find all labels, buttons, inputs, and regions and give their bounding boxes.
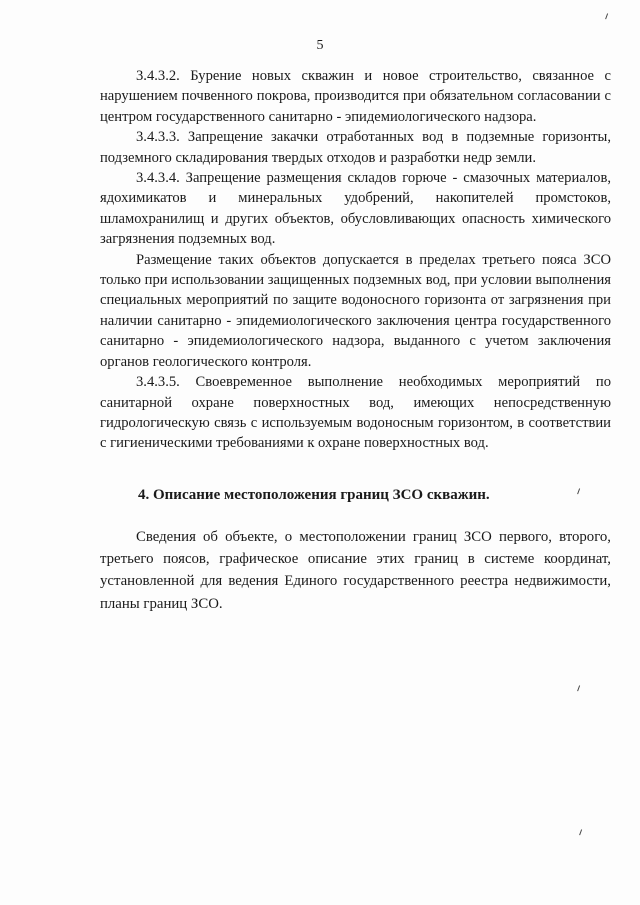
scan-speck [579, 829, 586, 836]
section-heading: 4. Описание местоположения границ ЗСО скважин. [138, 487, 490, 503]
paragraph-3-4-3-5: 3.4.3.5. Своевременное выполнение необходимых мероприятий по санитарной охране поверхностных вод, имеющих непосредственную гидрологическую связь с используемым водоносным горизонтом, в соответствии с гигиеническими требованиями к охране поверхностных вод. [100, 374, 611, 452]
paragraph-3-4-3-3: 3.4.3.3. Запрещение закачки отработанных вод в подземные горизонты, подземного складирования твердых отходов и разработки недр земли. [100, 129, 611, 166]
section-text [100, 526, 611, 615]
paragraph-3-4-3-4: 3.4.3.4. Запрещение размещения складов горюче - смазочных материалов, ядохимикатов и минеральных удобрений, накопителей промстоков, шламохранилищ и других объектов, обусловливающих опасность химического загрязнения подземных вод. [100, 170, 611, 248]
body-text [100, 66, 611, 454]
section-paragraph: Сведения об объекте, о местоположении границ ЗСО первого, второго, третьего поясов, графическое описание этих границ в системе координат, установленной для ведения Единого государственного реестра недвижимости, планы границ ЗСО. [100, 529, 611, 612]
paragraph-3-4-3-2: 3.4.3.2. Бурение новых скважин и новое строительство, связанное с нарушением почвенного покрова, производится при обязательном согласовании с центром государственного санитарно - эпидемиологического надзора. [100, 68, 611, 125]
paragraph-placement-conditions: Размещение таких объектов допускается в пределах третьего пояса ЗСО только при использовании защищенных подземных вод, при условии выполнения специальных мероприятий по защите водоносного горизонта от загрязнения при наличии санитарно - эпидемиологического заключения центра государственного санитарно - эпидемиологического надзора, выданного с учетом заключения органов геологического контроля. [100, 251, 611, 370]
page-number: 5 [316, 38, 324, 53]
scan-speck [605, 13, 612, 20]
scan-speck [577, 685, 584, 692]
